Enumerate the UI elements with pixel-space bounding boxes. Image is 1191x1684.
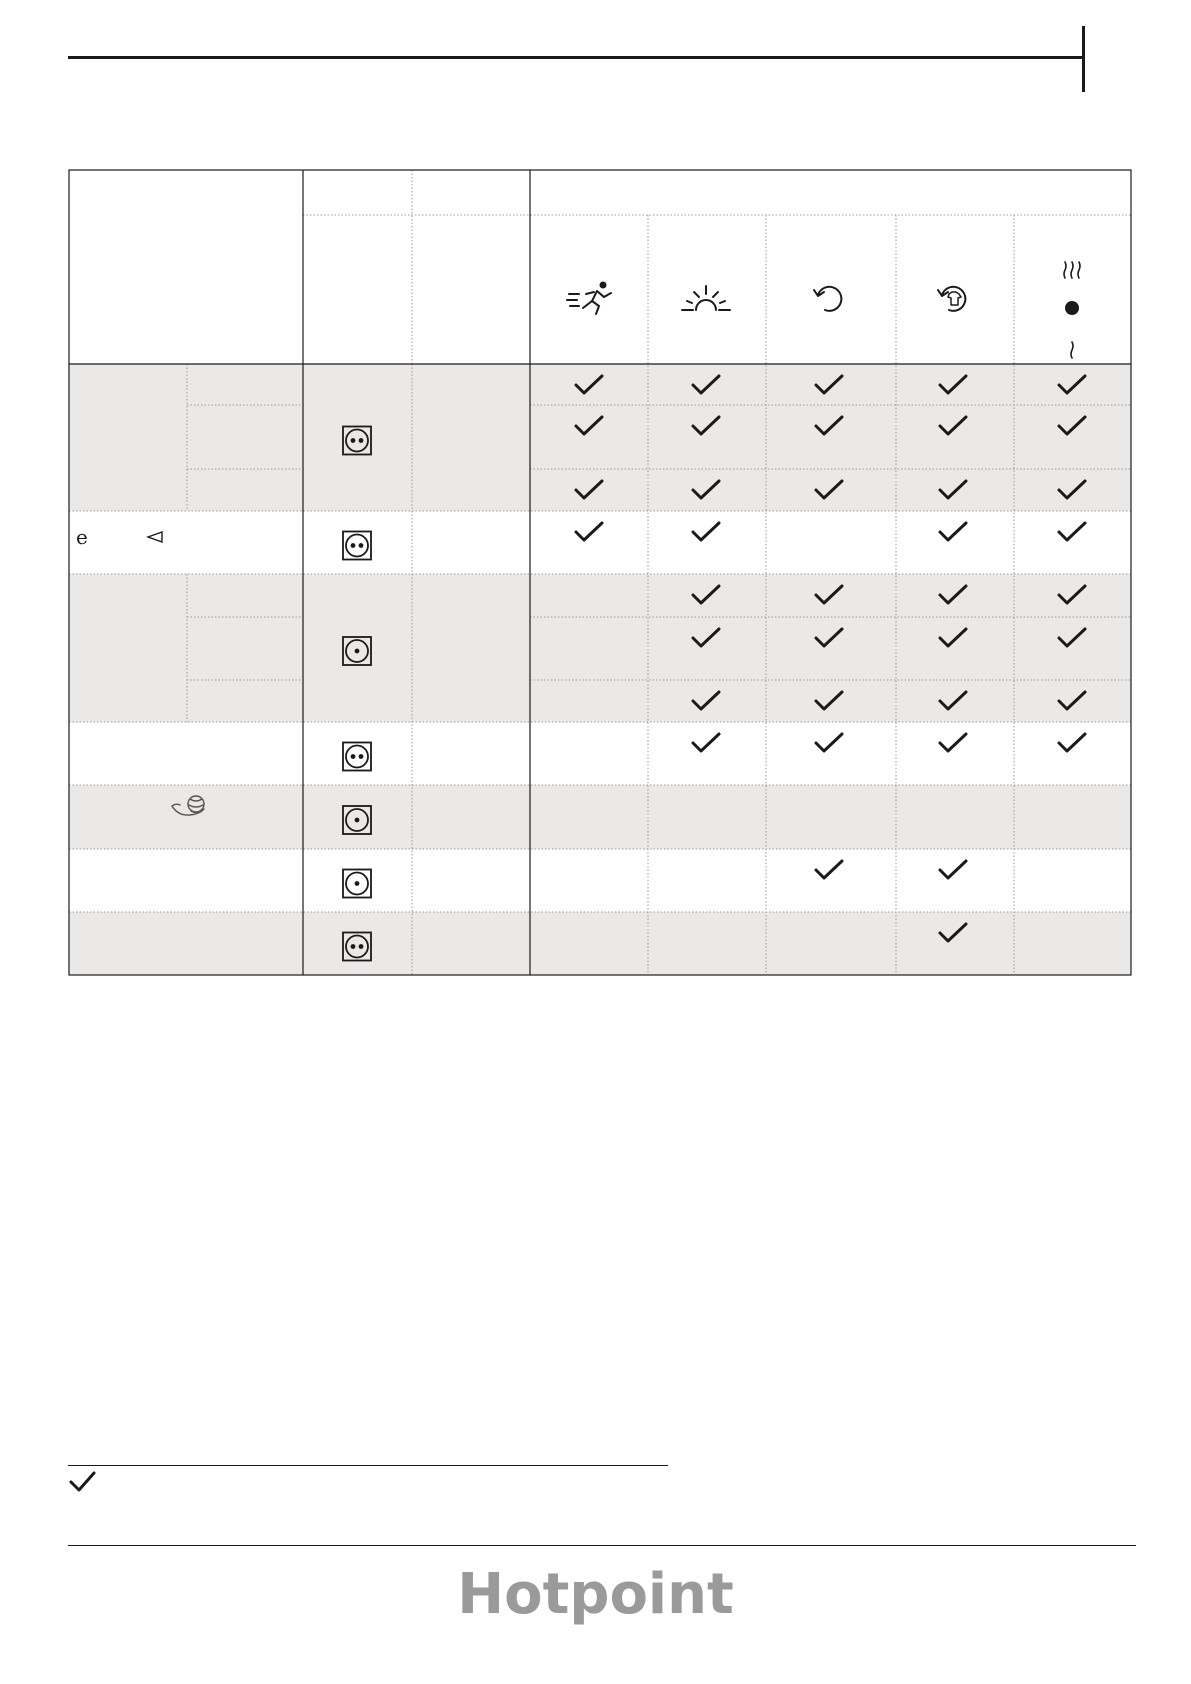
row-shading-band [69,469,1131,511]
row-shading-band [69,785,1131,849]
quick-dry-runner-icon [567,282,611,315]
row-shading-band [69,680,1131,722]
table-border [69,170,1131,975]
solid-grid-lines [69,170,1131,975]
check-mark [693,523,719,540]
row-label-glyph-e: e [76,525,88,549]
rotate-arrows-icon [814,287,841,311]
check-mark [1059,734,1085,751]
dotted-grid-lines [69,170,1131,975]
row-shading-band [69,574,1131,617]
row-shading [69,364,1131,975]
row-shading-band [69,912,1131,975]
footnote-rule [68,1465,668,1466]
check-mark [940,734,966,751]
check-mark [816,861,842,878]
rotate-shirt-icon [938,287,965,311]
check-mark [576,523,602,540]
check-mark [816,734,842,751]
check-mark [1059,523,1085,540]
row-shading-band [69,617,1131,680]
check-mark [940,523,966,540]
bottom-rule [68,1545,1136,1546]
row-shading-band [69,364,1131,405]
tumble-dry-normal-heat-icon [343,743,371,771]
check-mark [693,734,719,751]
check-icon [68,1468,98,1496]
sunrise-icon [682,286,730,310]
tumble-dry-normal-heat-icon [343,532,371,560]
row-shading-band [69,405,1131,469]
dry-level-icon [1064,262,1080,358]
tumble-dry-low-heat-icon [343,870,371,898]
check-mark [940,861,966,878]
hotpoint-logo: Hotpoint [457,1562,734,1627]
tag-icon [148,532,162,542]
